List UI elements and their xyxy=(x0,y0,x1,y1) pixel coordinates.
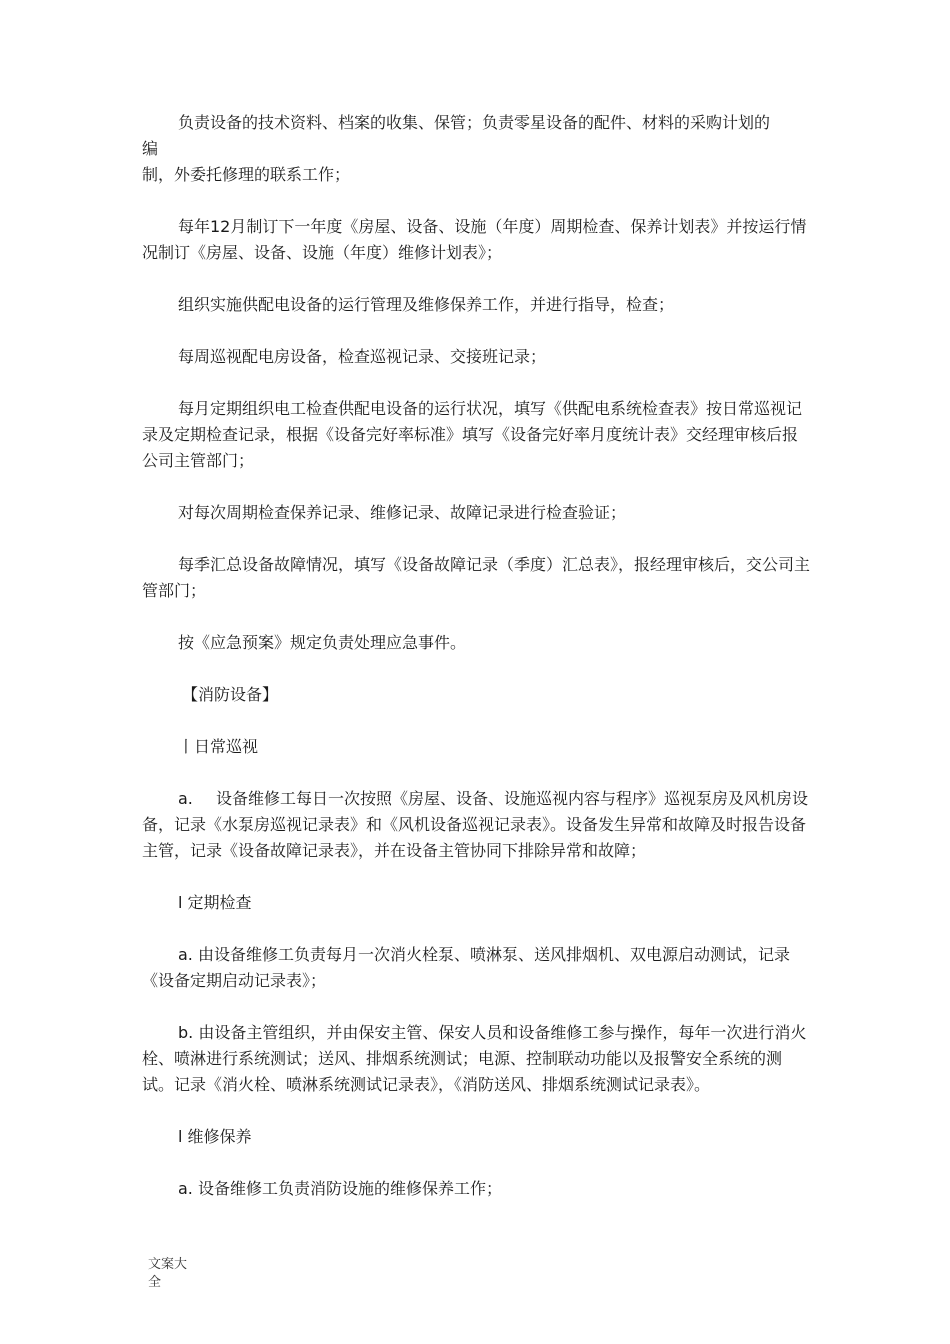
paragraph-monthly-inspection: 每月定期组织电工检查供配电设备的运行状况，填写《供配电系统检查表》按日常巡视记录及定期检查记录，根据《设备完好率标准》填写《设备完好率月度统计表》交经理审核后报公司主管部门； xyxy=(142,399,803,470)
list-item-daily-patrol-a xyxy=(142,786,810,864)
paragraph-power-supply: 组织实施供配电设备的运行管理及维修保养工作，并进行指导，检查； xyxy=(178,295,675,314)
subsection-maintenance: l 维修保养 xyxy=(178,1127,252,1146)
page-footer: 文案大全 xyxy=(148,1257,188,1290)
paragraph-responsibility-records xyxy=(142,110,810,188)
list-item-text: 设备维修工每日一次按照《房屋、设备、设施巡视内容与程序》巡视泵房及风机房设备，记录《水泵房巡视记录表》和《风机设备巡视记录表》。设备发生异常和故障及时报告设备主管，记录《设备故障记录表》，并在设备主管协同下排除异常和故障； xyxy=(142,789,809,860)
list-item-periodic-check-b: b. 由设备主管组织，并由保安主管、保安人员和设备维修工参与操作，每年一次进行消火栓、喷淋进行系统测试；送风、排烟系统测试；电源、控制联动功能以及报警安全系统的测试。记录《消火栓、喷淋系统测试记录表》，《消防送风、排烟系统测试记录表》。 xyxy=(142,1023,807,1094)
list-item-maintenance-a: a. 设备维修工负责消防设施的维修保养工作； xyxy=(178,1179,502,1198)
paragraph-line: 编 xyxy=(142,139,159,158)
subsection-periodic-check: l 定期检查 xyxy=(178,893,252,912)
document-body xyxy=(142,110,810,1228)
paragraph-line: 负责设备的技术资料、档案的收集、保管；负责零星设备的配件、材料的采购计划的 xyxy=(178,113,771,132)
paragraph-weekly-inspection: 每周巡视配电房设备，检查巡视记录、交接班记录； xyxy=(178,347,547,366)
section-title-fire-equipment: 【消防设备】 xyxy=(182,685,279,704)
paragraph-emergency: 按《应急预案》规定负责处理应急事件。 xyxy=(178,633,467,652)
list-marker: a. xyxy=(178,789,193,808)
paragraph-annual-plan: 每年12月制订下一年度《房屋、设备、设施（年度）周期检查、保养计划表》并按运行情况制订《房屋、设备、设施（年度）维修计划表》； xyxy=(142,217,807,262)
list-item-periodic-check-a: a. 由设备维修工负责每月一次消火栓泵、喷淋泵、送风排烟机、双电源启动测试，记录《设备定期启动记录表》； xyxy=(142,945,790,990)
paragraph-line: 制，外委托修理的联系工作； xyxy=(142,165,351,184)
paragraph-quarterly-summary: 每季汇总设备故障情况，填写《设备故障记录（季度）汇总表》，报经理审核后，交公司主管部门； xyxy=(142,555,811,600)
paragraph-verification: 对每次周期检查保养记录、维修记录、故障记录进行检查验证； xyxy=(178,503,627,522)
subsection-daily-patrol: 丨日常巡视 xyxy=(178,737,259,756)
